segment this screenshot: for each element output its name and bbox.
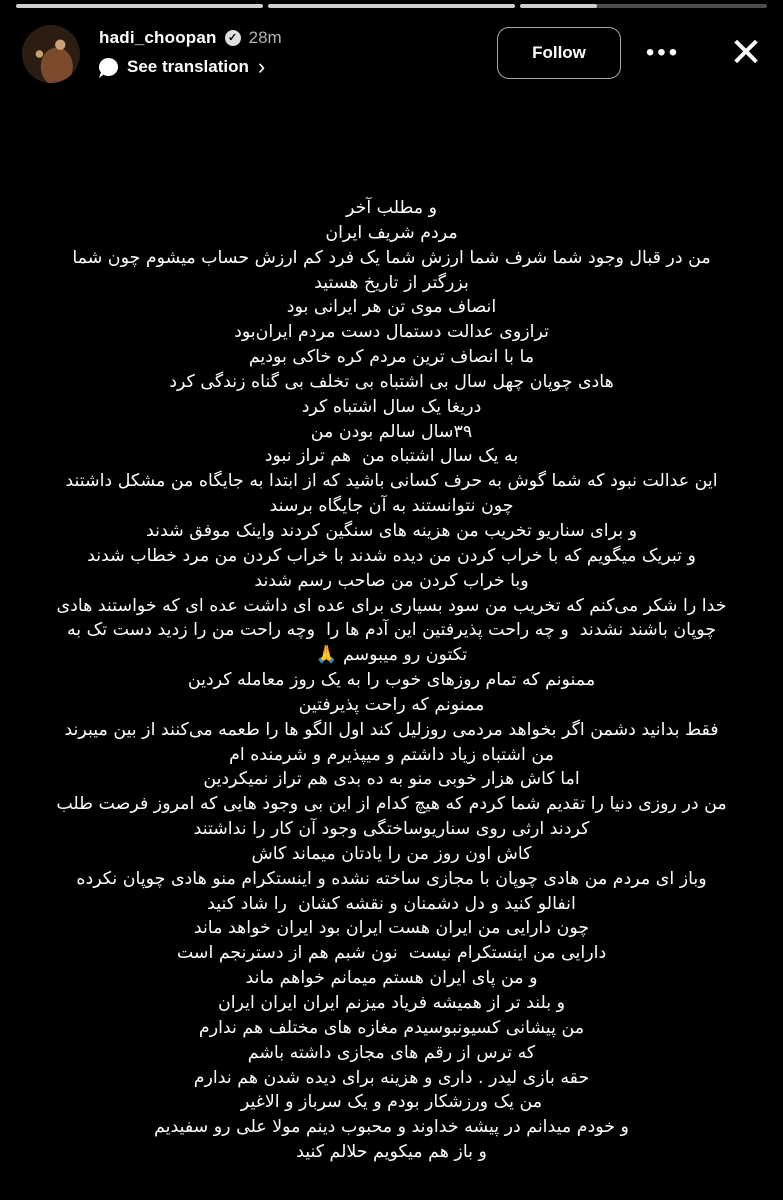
story-text-line: من پیشانی کسیونبوسیدم مغازه های مختلف هم ندارم — [198, 1017, 585, 1038]
see-translation-label: See translation — [127, 57, 249, 76]
avatar[interactable] — [22, 25, 80, 83]
see-translation-button[interactable] — [99, 54, 282, 79]
user-block — [99, 26, 282, 77]
story-text-line: و من پای ایران هستم میمانم خواهم ماند — [245, 968, 538, 989]
story-text-line: دریغا یک سال اشتباه کرد — [301, 396, 482, 417]
story-text-line: ما با انصاف ترین مردم کره خاکی بودیم — [248, 347, 535, 368]
story-text-line: و مطلب آخر — [345, 198, 438, 218]
story-text-line: و برای سناریو تخریب من هزینه های سنگین کردند واینک موفق شدند — [146, 520, 637, 541]
translation-bubble-icon — [99, 58, 118, 76]
story-text-line: و باز هم میکویم حلالم کنید — [296, 1142, 487, 1163]
story-text-line: مردم شریف ایران — [325, 222, 458, 243]
story-text-line: که ترس از رقم های مجازی داشته باشم — [247, 1042, 536, 1063]
follow-button[interactable]: Follow — [497, 27, 621, 79]
progress-segment — [520, 4, 767, 8]
story-text-line: ممنونم که تمام روزهای خوب را به یک روز معامله کردین — [187, 670, 596, 691]
story-text-line: خدا را شکر می‌کنم که تخریب من سود بسیاری برای عده ای داشت عده ای که خواستند هادی — [56, 595, 727, 616]
story-progress — [16, 4, 767, 8]
story-text-line: این عدالت نبود که شما گوش به حرف کسانی باشید که از ابتدا به جایگاه من مشکل داشتند — [65, 471, 718, 492]
story-text-line: ترازوی عدالت دستمال دست مردم ایران‌بود — [234, 322, 549, 343]
story-text-line: و خودم میدانم در پیشه خداوند و محبوب دینم مولا علی رو سفیدیم — [154, 1117, 629, 1138]
progress-segment — [16, 4, 263, 8]
verified-badge-icon: ✓ — [225, 30, 241, 46]
story-text-line: کردند ارثی روی سناریوساختگی وجود آن کار را نداشتند — [193, 819, 590, 840]
story-text-line: چوپان باشند نشدند و چه راحت پذیرفتین این آدم ها را وچه راحت من را زدید دست تک به — [66, 620, 717, 641]
story-text-line: به یک سال اشتباه من هم تراز نبود — [264, 446, 519, 467]
story-text-line: من در روزی دنیا را تقدیم شما کردم که هیچ کدام از این بی وجود هایی که امروز فرصت طلب — [56, 794, 727, 815]
story-text-line: و تبریک میگویم که با خراب کردن من دیده شدند با خراب کردن من مرد خطاب شدند — [87, 545, 696, 566]
progress-segment — [268, 4, 515, 8]
story-text-line: انصاف موی تن هر ایرانی بود — [286, 297, 497, 318]
story-text-line: تکتون رو میبوسم 🙏 — [315, 645, 468, 666]
story-text-line: بزرگتر از تاریخ هستید — [314, 272, 469, 293]
story-text-line: دارایی من اینستکرام نیست نون شبم هم از دسترنجم است — [176, 943, 607, 964]
story-text-line: من در قبال وجود شما شرف شما ارزش شما یک فرد کم ارزش حساب میشوم چون شما — [72, 247, 711, 268]
story-text-line: من یک ورزشکار بودم و یک سرباز و الاغیر — [240, 1092, 543, 1113]
story-text-line: فقط بدانید دشمن اگر بخواهد مردمی روزلیل کند اول الگو ها را طعمه می‌کنند از بین میبرند — [64, 719, 719, 740]
close-icon[interactable]: ✕ — [729, 31, 763, 75]
story-text-line: انفالو کنید و دل دشمنان و نقشه کشان را شاد کنید — [207, 893, 576, 914]
story-text-line: وباز ای مردم من هادی چوپان با مجازی ساخته نشده و اینستکرام منو هادی چوپان نکرده — [76, 868, 707, 889]
story-text-line: وبا خراب کردن من صاحب رسم شدند — [254, 570, 529, 591]
story-text-line: ۳۹سال سالم بودن من — [310, 421, 473, 442]
progress-segment-fill — [520, 4, 597, 8]
story-text-line: ممنونم که راحت پذیرفتین — [298, 694, 485, 715]
chevron-right-icon: › — [257, 54, 266, 79]
story-text-line: من اشتباه زیاد داشتم و میپذیرم و شرمنده ام — [229, 744, 554, 765]
story-header — [0, 22, 783, 90]
story-text-line: هادی چوپان چهل سال بی اشتباه بی تخلف بی گناه زندگی کرد — [169, 371, 614, 392]
progress-segment-fill — [16, 4, 263, 8]
story-text-line: و بلند تر از همیشه فریاد میزنم ایران ایران ایران — [217, 993, 566, 1013]
story-text-line: چون دارایی من ایران هست ایران بود ایران خواهد ماند — [193, 918, 590, 939]
progress-segment-fill — [268, 4, 515, 8]
username[interactable]: hadi_choopan — [99, 28, 217, 47]
timestamp: 28m — [248, 28, 282, 47]
story-text-line: کاش اون روز من را یادتان میماند کاش — [251, 843, 532, 864]
story-text-line: حقه بازی لیدر . داری و هزینه برای دیده شدن هم ندارم — [193, 1067, 590, 1088]
story-text-line: اما کاش هزار خوبی منو به ده بدی هم تراز نمیکردین — [203, 769, 580, 790]
story-text-line: چون نتوانستند به آن جایگاه برسند — [269, 496, 514, 517]
more-options-icon[interactable]: ••• — [645, 39, 681, 66]
story-text — [14, 196, 769, 1165]
